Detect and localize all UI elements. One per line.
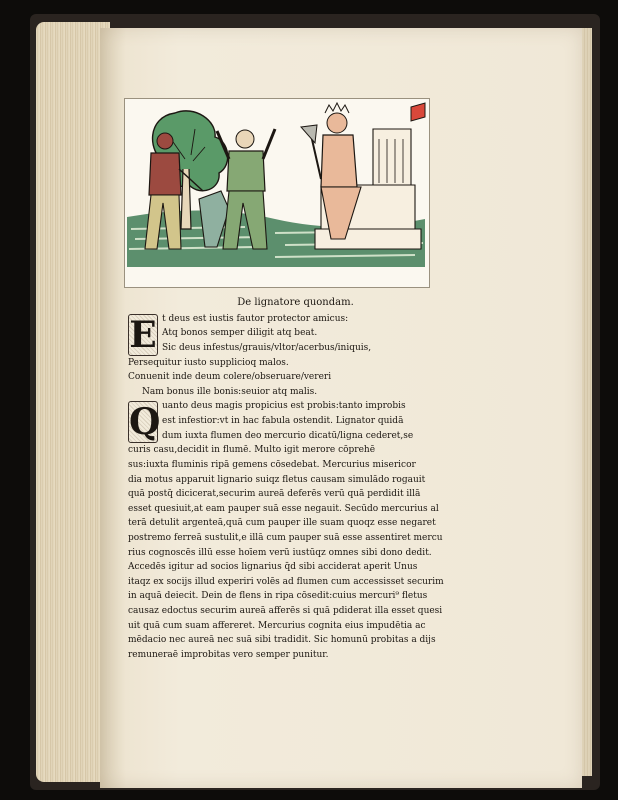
verse-line: Atq bonos semper diligit atq beat. bbox=[162, 328, 318, 339]
prose-block bbox=[128, 399, 463, 662]
prose-line: terā detulit argenteā,quā cum pauper ille suam quoqz esse negaret bbox=[128, 518, 436, 529]
prose-line: uanto deus magis propicius est probis:tanto improbis bbox=[162, 401, 406, 412]
prose-line: esset quesiuit,at eam pauper suā esse negauit. Secūdo mercurius al bbox=[128, 503, 439, 514]
prose-line: itaqz ex socijs illud experiri volēs ad flumen cum accessisset securim bbox=[128, 576, 444, 587]
prose-line: uit quā cum suam affereret. Mercurius cognita eius impudētia ac bbox=[128, 620, 426, 631]
prose-line: curis casu,decidit in flumē. Multo igit merore cōprehē bbox=[128, 445, 376, 456]
prose-line: est infestior:vt in hac fabula ostendit. Lignator quidā bbox=[162, 415, 404, 426]
verse-block bbox=[128, 312, 463, 400]
woodcut-illustration bbox=[124, 98, 430, 288]
prose-line: postremo ferreā sustulit,e illā cum pauper suā esse assentiret mercu bbox=[128, 532, 443, 543]
fable-text bbox=[128, 296, 463, 662]
verse-line: Sic deus infestus/grauis/vltor/acerbus/iniquis, bbox=[162, 342, 372, 353]
fable-title: De lignatore quondam. bbox=[237, 297, 354, 308]
prose-line: in aquā deiecit. Dein de flens in ripa cōsedit:cuius mercuri⁹ fletus bbox=[128, 591, 428, 602]
woodcut-scene bbox=[125, 99, 429, 287]
prose-line: mēdacio nec aureā nec suā sibi tradidit. Sic homunū probitas a dijs bbox=[128, 635, 436, 646]
verse-line: Conuenit inde deum colere/obseruare/vereri bbox=[128, 372, 332, 383]
verse-line: Persequitur iusto supplicioq malos. bbox=[128, 357, 289, 368]
prose-line: quā postq̄ dicicerat,securim aureā deferēs verū quā perdidit illā bbox=[128, 489, 421, 500]
prose-line: rius cognoscēs illū esse hoīem verū iustūqz omnes sibi dono dedit. bbox=[128, 547, 432, 558]
verse-line: t deus est iustis fautor protector amicus: bbox=[162, 313, 349, 324]
prose-line: remuneraē improbitas vero semper punitur. bbox=[128, 649, 329, 660]
prose-line: dia motus apparuit lignario suiqz fletus causam simulādo rogauit bbox=[128, 474, 426, 485]
verse-line: Nam bonus ille bonis:seuior atq malis. bbox=[142, 386, 318, 397]
prose-line: dum iuxta flumen deo mercurio dicatū/ligna cederet,se bbox=[162, 430, 414, 441]
page-stack-edges bbox=[36, 22, 110, 782]
prose-initial: Q bbox=[129, 401, 161, 444]
prose-line: sus:iuxta fluminis ripā gemens cōsedebat. Mercurius misericor bbox=[128, 459, 416, 470]
prose-line: Accedēs igitur ad socios lignarius q̄d sibi acciderat aperit Unus bbox=[128, 562, 418, 573]
verse-initial: E bbox=[129, 313, 157, 356]
prose-line: causaz edoctus securim aureā afferēs si quā pdiderat illa esset quesi bbox=[128, 605, 443, 616]
